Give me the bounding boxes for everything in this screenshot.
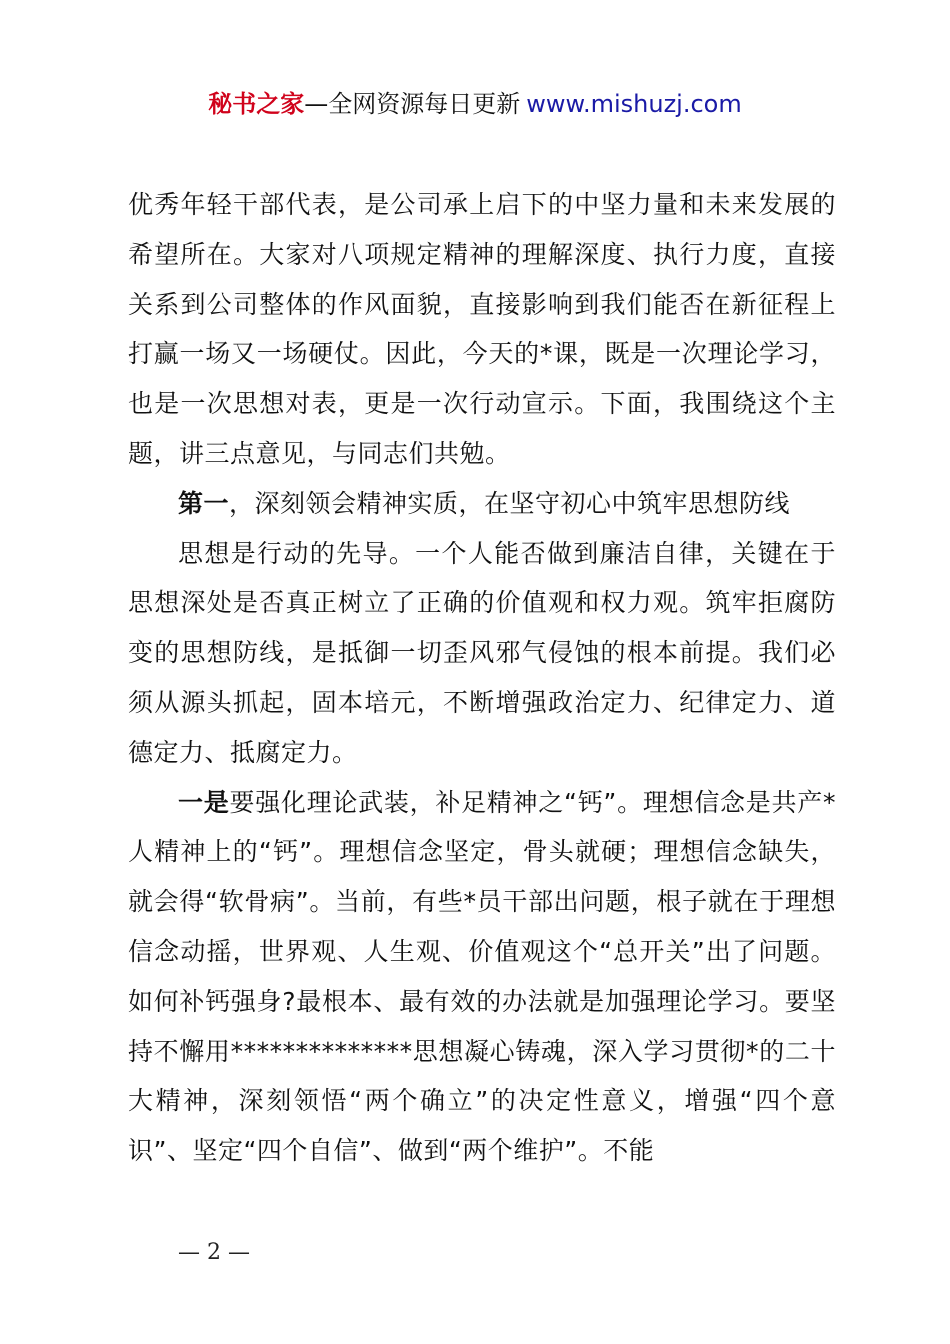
point-one-text: 要强化理论武装，补足精神之“钙”。理想信念是共产*人精神上的“钙”。理想信念坚定，骨头就硬；理想信念缺失，就会得“软骨病”。当前，有些*员干部出问题，根子就在于理想信念动摇，世界观、人生观、价值观这个“总开关”出了问题。如何补钙强身?最根本、最有效的办法就是加强理论学习。要坚持不懈用**************思想凝心铸魂，深入学习贯彻*的二十大精神，深刻领悟“两个确立”的决定性意义，增强“四个意识”、坚定“四个自信”、做到“两个维护”。不能 <box>128 787 836 1166</box>
section-heading-lead: 第一 <box>178 488 230 518</box>
point-one-lead: 一是 <box>178 787 230 817</box>
site-url-link[interactable]: www.mishuzj.com <box>526 90 742 118</box>
brand-name: 秘书之家 <box>208 90 305 118</box>
page-number: — 2 — <box>178 1240 250 1265</box>
section-heading-text: ，深刻领会精神实质，在坚守初心中筑牢思想防线 <box>229 488 791 518</box>
document-body <box>128 180 836 1176</box>
paragraph-intro: 优秀年轻干部代表，是公司承上启下的中坚力量和未来发展的希望所在。大家对八项规定精神的理解深度、执行力度，直接关系到公司整体的作风面貌，直接影响到我们能否在新征程上打赢一场又一场硬仗。因此，今天的*课，既是一次理论学习，也是一次思想对表，更是一次行动宣示。下面，我围绕这个主题，讲三点意见，与同志们共勉。 <box>128 190 836 468</box>
paragraph-thought: 思想是行动的先导。一个人能否做到廉洁自律，关键在于思想深处是否真正树立了正确的价值观和权力观。筑牢拒腐防变的思想防线，是抵御一切歪风邪气侵蚀的根本前提。我们必须从源头抓起，固本培元，不断增强政治定力、纪律定力、道德定力、抵腐定力。 <box>128 538 836 767</box>
header-dash: — <box>304 90 329 118</box>
section-heading-first <box>128 479 836 529</box>
paragraph-point-one <box>128 778 836 1176</box>
header-slogan: 全网资源每日更新 <box>328 90 521 118</box>
site-header <box>0 86 950 122</box>
